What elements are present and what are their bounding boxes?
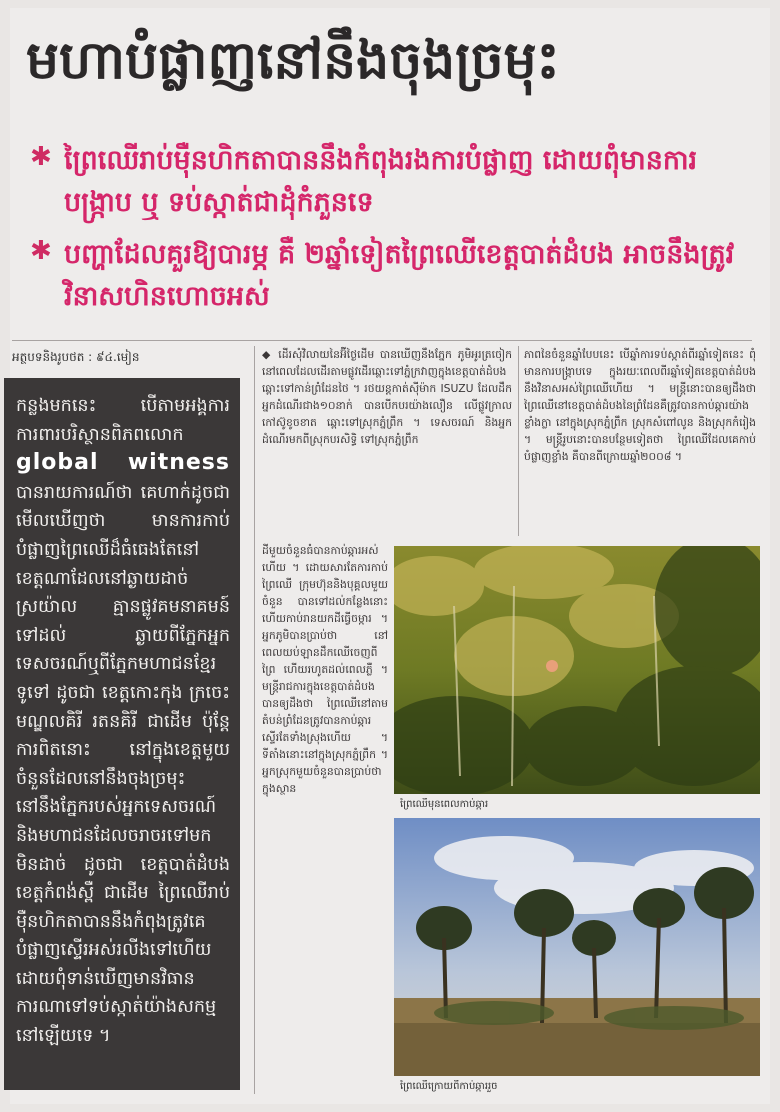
photo-caption: ព្រៃឈើមុនពេលកាប់ឆ្ការ: [400, 799, 489, 810]
article-column-right-top: ភាពនៃចំនួនឆ្នាំបែបនេះ បើឆ្នាំការទប់ស្កាត់ពីរឆ្នាំទៀតនេះ ពុំមានការបង្ក្រាបទេ ក្នុងរយៈពេលពីរឆ្នាំទៀតខេត្តបាត់ដំបងនឹងវិនាសអស់ព្រៃឈើហើយ ។ មន្ត្រីនោះបានឲ្យដឹងថា ព្រៃឈើនៅខេត្តបាត់ដំបងនៃព្រំដែនគឺត្រូវបានកាប់ឆ្ការយ៉ាងខ្លាំងក្លា នៅក្នុងស្រុកភ្នំព្រឹក ស្រុកសំពៅលូន និងស្រុកកំរៀង ។ មន្ត្រីរូបនោះបានបន្ថែមទៀតថា ព្រៃឈើដែលគេកាប់បំផ្លាញខ្លាំង គឺបានពីក្រោយឆ្នាំ២០០៨ ។: [524, 348, 756, 463]
article-column-middle-top: ◆ ដើរសុំវិលាយនៃអ៊ីថ្ងៃដើម បានឃើញនឹងភ្នែក ភូមិអូរត្រចៀក នៅពេលដែលដើរតាមផ្លូវដើរឆ្ពោះទៅភ្នំក្រវាញក្នុងខេត្តបាត់ដំបងឆ្ពោះទៅកាន់ព្រំដែនថៃ ។ រថយន្តកាត់ស៊ីម៉ាក ISUZU ដែលដឹកអ្នកដំណើរជាង១០នាក់ បានបើកបរយ៉ាងលឿន លើផ្លូវក្រាលកៅស៊ូខូចខាត ឆ្ពោះទៅស្រុកភ្នំព្រឹក ។ ទេសចរណ៍ និងអ្នកដំណើរមកពីស្រុកបរសិទ្ធិ ទៅស្រុកភ្នំព្រឹក: [262, 348, 512, 446]
organization-name: global witness: [16, 450, 230, 476]
section-divider: [12, 340, 752, 341]
sidebar-body: បានរាយការណ៍ថា គេហាក់ដូចជាមើលឃើញថា មានការកាប់បំផ្លាញព្រៃឈើដ៏ធំធេងតែនៅខេត្តណាដែលនៅឆ្ងាយដាច់ស្រយ៉ាល គ្មានផ្លូវគមនាគមន៍ទៅដល់ ឆ្ងាយពីភ្នែកអ្នកទេសចរណ៍ឬពីភ្នែកមហាជនខ្មែរទូទៅ ដូចជា ខេត្តកោះកុង ក្រចេះ មណ្ឌលគិរី រតនគិរី ជាដើម ប៉ុន្តែការពិតនោះ នៅក្នុងខេត្តមួយចំនួនដែលនៅនឹងចុងច្រមុះ នៅនឹងភ្នែករបស់អ្នកទេសចរណ៍ និងមហាជនដែលចរាចរទៅមកមិនដាច់ ដូចជា ខេត្តបាត់ដំបង ខេត្តកំពង់ស្ពឺ ជាដើម ព្រៃឈើរាប់ម៉ឺនហិកតាបាននឹងកំពុងត្រូវគេបំផ្លាញស្ទើរអស់រលីងទៅហើយ ដោយពុំទាន់ឃើញមានវិធានការណាទៅទប់ស្កាត់យ៉ាងសកម្មនៅឡើយទេ ។: [16, 482, 230, 1047]
article-column-middle-bottom: ដីមួយចំនួនធំបានកាប់ឆ្ការអស់ហើយ ។ ដោយសារតែការកាប់ព្រៃឈើ ក្រុមហ៊ុននិងបុគ្គលមួយចំនួន បានទៅដល់កន្លែងនោះ ហើយកាប់រានយកដីធ្វើចម្ការ ។ អ្នកភូមិបានប្រាប់ថា នៅពេលយប់ឡានដឹកឈើចេញពីព្រៃ ហើយរហូតដល់ពេលភ្លឺ ។ មន្ត្រីរាជការក្នុងខេត្តបាត់ដំបងបានឲ្យដឹងថា ព្រៃឈើនៅតាមតំបន់ព្រំដែនត្រូវបានកាប់ឆ្ការស្ទើរតែទាំងស្រុងហើយ ។ ទីតាំងនោះនៅក្នុងស្រុកភ្នំព្រឹក ។ អ្នកស្រុកមួយចំនួនបានប្រាប់ថា ក្នុងស្ថាន: [262, 544, 388, 795]
sidebar-article: [4, 378, 240, 1090]
bullet-text: បញ្ហាដែលគួរឱ្យបារម្ភ គឺ ២ឆ្នាំទៀតព្រៃឈើខេត្តបាត់ដំបង អាចនឹងត្រូវវិនាសហិនហោចអស់: [64, 239, 735, 312]
column-rule: [254, 346, 255, 1094]
star-bullet-icon: ✱: [30, 236, 52, 266]
sidebar-intro: កន្លងមកនេះ បើតាមអង្គការការពារបរិស្ថានពិភពលោក: [16, 396, 230, 445]
column-rule: [518, 346, 519, 536]
headline: មហាបំផ្លាញនៅនឹងចុងច្រមុះ: [26, 30, 560, 91]
forest-photo: [394, 546, 760, 794]
byline: អត្ថបទនិងរូបថត : ៩៤.មៀន: [12, 350, 140, 364]
bullet-text: ព្រៃឈើរាប់ម៉ឺនហិកតាបាននឹងកំពុងរងការបំផ្លាញ ដោយពុំមានការបង្រ្កាប ឬ ទប់ស្កាត់ជាដុំកំភួនទេ: [64, 145, 698, 218]
star-bullet-icon: ✱: [30, 142, 52, 172]
photo-caption: ព្រៃឈើក្រោយពីកាប់ឆ្ការរួច: [400, 1081, 498, 1092]
cleared-land-photo: [394, 818, 760, 1076]
